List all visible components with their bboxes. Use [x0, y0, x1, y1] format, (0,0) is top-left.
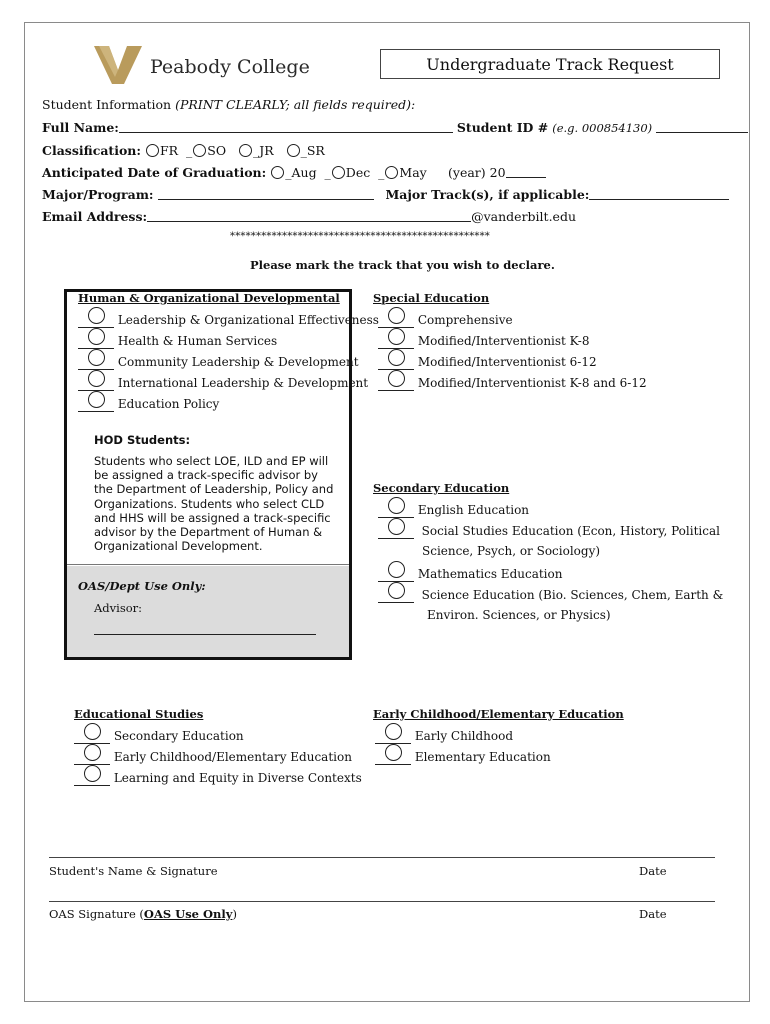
- major-label: Major/Program:: [42, 187, 154, 202]
- radio-circle-icon[interactable]: [84, 765, 101, 782]
- sec-option-english[interactable]: [378, 502, 529, 517]
- sec-option-math[interactable]: [378, 566, 562, 581]
- class-option-label: JR: [259, 143, 274, 158]
- grad-option-label: Aug: [291, 165, 317, 180]
- radio-circle-icon[interactable]: [388, 349, 405, 366]
- educational-studies-heading: Educational Studies: [74, 707, 204, 721]
- radio-circle-icon[interactable]: [239, 144, 252, 157]
- oas-signature-line[interactable]: [49, 901, 715, 902]
- student-date-label: Date: [639, 864, 667, 878]
- student-info-heading: [42, 97, 415, 112]
- advisor-label: Advisor:: [94, 601, 143, 615]
- graduation-row: [42, 165, 427, 180]
- hod-option-cld[interactable]: [78, 354, 359, 369]
- radio-circle-icon[interactable]: [388, 561, 405, 578]
- radio-circle-icon[interactable]: [88, 349, 105, 366]
- radio-circle-icon[interactable]: [271, 166, 284, 179]
- class-option-label: SR: [306, 143, 325, 158]
- tracks-label: Major Track(s), if applicable:: [385, 187, 590, 202]
- instruction-text: Please mark the track that you wish to declare.: [250, 258, 555, 272]
- grad-option-label: May: [399, 165, 427, 180]
- radio-circle-icon[interactable]: [388, 370, 405, 387]
- radio-circle-icon[interactable]: [388, 497, 405, 514]
- oas-separator: [67, 564, 349, 565]
- logo-text: Peabody College: [150, 56, 310, 78]
- grad-year: [448, 165, 546, 180]
- option-label: Community Leadership & Development: [117, 355, 359, 369]
- radio-circle-icon[interactable]: [84, 744, 101, 761]
- class-option-label: FR: [159, 143, 179, 158]
- student-info-note: (PRINT CLEARLY; all fields required):: [175, 97, 416, 112]
- oas-dept-heading: OAS/Dept Use Only:: [78, 579, 206, 593]
- vanderbilt-logo-icon: [94, 46, 142, 84]
- option-label: Early Childhood/Elementary Education: [113, 750, 352, 764]
- radio-circle-icon[interactable]: [88, 370, 105, 387]
- sped-option-k8[interactable]: [378, 333, 589, 348]
- radio-circle-icon[interactable]: [385, 744, 402, 761]
- class-option-so[interactable]: _ SO: [186, 143, 227, 158]
- sec-option-social-studies[interactable]: [378, 523, 720, 538]
- classification-row: [42, 143, 325, 158]
- option-label: Learning and Equity in Diverse Contexts: [113, 771, 362, 785]
- hod-students-heading: HOD Students:: [94, 433, 191, 447]
- sec-option-science[interactable]: [378, 587, 723, 602]
- radio-circle-icon[interactable]: [388, 307, 405, 324]
- option-label: Early Childhood: [414, 729, 514, 743]
- hod-option-hhs[interactable]: [78, 333, 277, 348]
- radio-circle-icon[interactable]: [332, 166, 345, 179]
- hod-option-ild[interactable]: [78, 375, 368, 390]
- edstudies-option-early-childhood[interactable]: [74, 749, 352, 764]
- full-name-row: [42, 120, 748, 135]
- form-title: Undergraduate Track Request: [380, 49, 720, 79]
- class-option-fr[interactable]: [145, 143, 178, 158]
- sec-option-social-studies-cont: Science, Psych, or Sociology): [422, 544, 601, 558]
- full-name-label: Full Name:: [42, 120, 119, 135]
- class-option-jr[interactable]: _JR: [238, 143, 274, 158]
- option-label: Health & Human Services: [117, 334, 278, 348]
- major-field[interactable]: [158, 198, 374, 200]
- ece-option-elementary[interactable]: [375, 749, 551, 764]
- option-label: International Leadership & Development: [117, 376, 369, 390]
- option-label: Science Education (Bio. Sciences, Chem, Earth &: [421, 588, 724, 602]
- radio-circle-icon[interactable]: [385, 723, 402, 740]
- radio-circle-icon[interactable]: [84, 723, 101, 740]
- ece-option-early-childhood[interactable]: [375, 728, 513, 743]
- radio-circle-icon[interactable]: [388, 518, 405, 535]
- radio-circle-icon[interactable]: [287, 144, 300, 157]
- sped-option-612[interactable]: [378, 354, 597, 369]
- graduation-label: Anticipated Date of Graduation:: [42, 165, 267, 180]
- option-label: Elementary Education: [414, 750, 551, 764]
- hod-option-loe[interactable]: [78, 312, 379, 327]
- radio-circle-icon[interactable]: [385, 166, 398, 179]
- radio-circle-icon[interactable]: [388, 582, 405, 599]
- student-info-label: Student Information: [42, 97, 172, 112]
- grad-option-dec[interactable]: _ Dec: [324, 165, 371, 180]
- student-id-field[interactable]: [656, 131, 748, 133]
- sped-option-k8-612[interactable]: [378, 375, 647, 390]
- oas-date-label: Date: [639, 907, 667, 921]
- option-label: Secondary Education: [113, 729, 244, 743]
- sped-option-comprehensive[interactable]: [378, 312, 513, 327]
- radio-circle-icon[interactable]: [193, 144, 206, 157]
- option-label: Mathematics Education: [417, 567, 563, 581]
- major-row: [42, 187, 729, 202]
- grad-option-label: Dec: [345, 165, 371, 180]
- hod-option-ep[interactable]: [78, 396, 219, 411]
- grad-year-field[interactable]: [506, 176, 546, 178]
- sec-option-science-cont: Environ. Sciences, or Physics): [427, 608, 611, 622]
- option-label: Social Studies Education (Econ, History, Political: [421, 524, 720, 538]
- student-signature-line[interactable]: [49, 857, 715, 858]
- special-ed-heading: Special Education: [373, 291, 490, 305]
- radio-circle-icon[interactable]: [88, 391, 105, 408]
- edstudies-option-secondary[interactable]: [74, 728, 244, 743]
- class-option-sr[interactable]: _SR: [286, 143, 325, 158]
- email-row: [42, 209, 576, 224]
- option-label: Education Policy: [117, 397, 220, 411]
- radio-circle-icon[interactable]: [388, 328, 405, 345]
- class-option-label: SO: [207, 143, 227, 158]
- student-signature-label: Student's Name & Signature: [49, 864, 218, 878]
- oas-signature-suffix: ): [232, 907, 237, 921]
- option-label: English Education: [417, 503, 530, 517]
- email-label: Email Address:: [42, 209, 148, 224]
- grad-year-label: (year) 20: [448, 165, 506, 180]
- oas-signature-label: [49, 907, 237, 921]
- advisor-field[interactable]: [94, 634, 316, 635]
- email-field[interactable]: [147, 220, 471, 222]
- option-label: Modified/Interventionist K-8: [417, 334, 590, 348]
- grad-option-aug[interactable]: _Aug: [270, 165, 316, 180]
- full-name-field[interactable]: [119, 131, 453, 133]
- early-childhood-heading: Early Childhood/Elementary Education: [373, 707, 624, 721]
- secondary-ed-heading: Secondary Education: [373, 481, 510, 495]
- radio-circle-icon[interactable]: [88, 307, 105, 324]
- option-label: Comprehensive: [417, 313, 513, 327]
- radio-circle-icon[interactable]: [146, 144, 159, 157]
- radio-circle-icon[interactable]: [88, 328, 105, 345]
- hod-heading: Human & Organizational Developmental: [78, 291, 340, 305]
- oas-signature-prefix: OAS Signature (: [49, 907, 144, 921]
- divider-asterisks: **************************************************: [230, 231, 490, 242]
- email-domain: @vanderbilt.edu: [471, 209, 576, 224]
- tracks-field[interactable]: [589, 198, 729, 200]
- option-label: Modified/Interventionist 6-12: [417, 355, 597, 369]
- oas-signature-emph: OAS Use Only: [143, 907, 233, 921]
- option-label: Leadership & Organizational Effectiveness: [117, 313, 379, 327]
- edstudies-option-learning-equity[interactable]: [74, 770, 362, 785]
- hod-students-note: Students who select LOE, ILD and EP will be assigned a track-specific advisor by the Department of Leadership, Policy and Organizations. Students who select CLD and HHS will be assigned a track-specific advisor by the Department of Human & Organizational Development.: [94, 454, 334, 554]
- grad-option-may[interactable]: _ May: [378, 165, 427, 180]
- classification-label: Classification:: [42, 143, 141, 158]
- option-label: Modified/Interventionist K-8 and 6-12: [417, 376, 647, 390]
- student-id-example: (e.g. 000854130): [552, 121, 653, 135]
- student-id-label: Student ID #: [456, 120, 549, 135]
